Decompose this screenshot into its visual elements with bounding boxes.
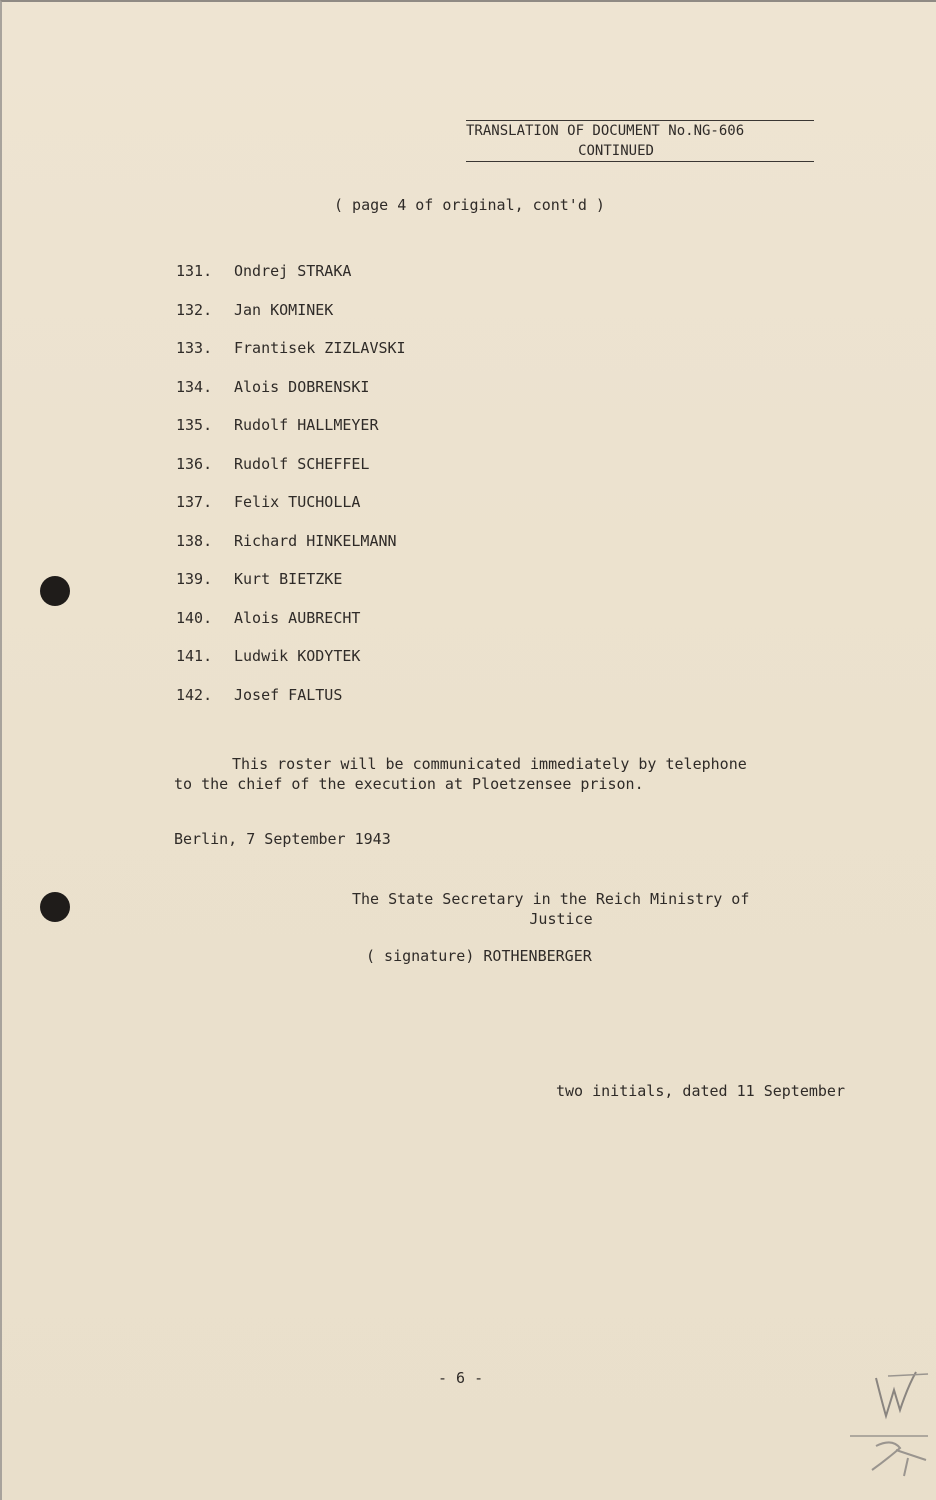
roster-number: 136. [176, 454, 213, 473]
list-item [176, 483, 406, 522]
roster-number: 138. [176, 531, 213, 550]
roster-name: Richard HINKELMANN [234, 531, 397, 550]
signer-block [352, 889, 792, 929]
list-item [176, 445, 406, 484]
punch-hole-icon [40, 576, 70, 606]
roster-number: 142. [176, 685, 213, 704]
list-item [176, 368, 406, 407]
roster-name: Alois AUBRECHT [234, 608, 361, 627]
roster-name: Frantisek ZIZLAVSKI [234, 339, 406, 358]
paragraph-line: to the chief of the execution at Ploetzensee prison. [174, 775, 644, 793]
roster-number: 132. [176, 300, 213, 319]
date-line: Berlin, 7 September 1943 [174, 830, 391, 848]
list-item [176, 522, 406, 561]
body-paragraph [174, 754, 794, 794]
list-item [176, 291, 406, 330]
list-item [176, 637, 406, 676]
document-header [466, 120, 814, 162]
list-item [176, 560, 406, 599]
roster-number: 137. [176, 493, 213, 512]
roster-number: 140. [176, 608, 213, 627]
roster-list [176, 252, 406, 714]
header-continued: CONTINUED [578, 143, 654, 159]
page-reference: ( page 4 of original, cont'd ) [334, 196, 605, 214]
signature-line: ( signature) ROTHENBERGER [366, 947, 592, 965]
roster-name: Ondrej STRAKA [234, 262, 352, 281]
roster-number: 131. [176, 262, 213, 281]
roster-name: Kurt BIETZKE [234, 570, 343, 589]
roster-name: Alois DOBRENSKI [234, 377, 370, 396]
roster-name: Ludwik KODYTEK [234, 647, 361, 666]
roster-number: 134. [176, 377, 213, 396]
roster-name: Josef FALTUS [234, 685, 343, 704]
signer-title-continued: Justice [529, 910, 593, 928]
list-item [176, 599, 406, 638]
list-item [176, 676, 406, 715]
roster-number: 141. [176, 647, 213, 666]
list-item [176, 329, 406, 368]
roster-number: 139. [176, 570, 213, 589]
paragraph-line: This roster will be communicated immediately by telephone [232, 755, 747, 773]
header-bottom-rule [466, 161, 814, 162]
roster-name: Felix TUCHOLLA [234, 493, 361, 512]
roster-name: Rudolf HALLMEYER [234, 416, 379, 435]
punch-hole-icon [40, 892, 70, 922]
roster-name: Jan KOMINEK [234, 300, 334, 319]
signer-title: The State Secretary in the Reich Ministry of [352, 890, 750, 908]
header-title: TRANSLATION OF DOCUMENT No.NG-606 [466, 123, 745, 139]
page-number: - 6 - [438, 1369, 484, 1387]
roster-number: 133. [176, 339, 213, 358]
list-item [176, 252, 406, 291]
roster-name: Rudolf SCHEFFEL [234, 454, 370, 473]
roster-number: 135. [176, 416, 213, 435]
list-item [176, 406, 406, 445]
pencil-annotation-icon [846, 1358, 932, 1478]
initials-note: two initials, dated 11 September [556, 1082, 845, 1100]
